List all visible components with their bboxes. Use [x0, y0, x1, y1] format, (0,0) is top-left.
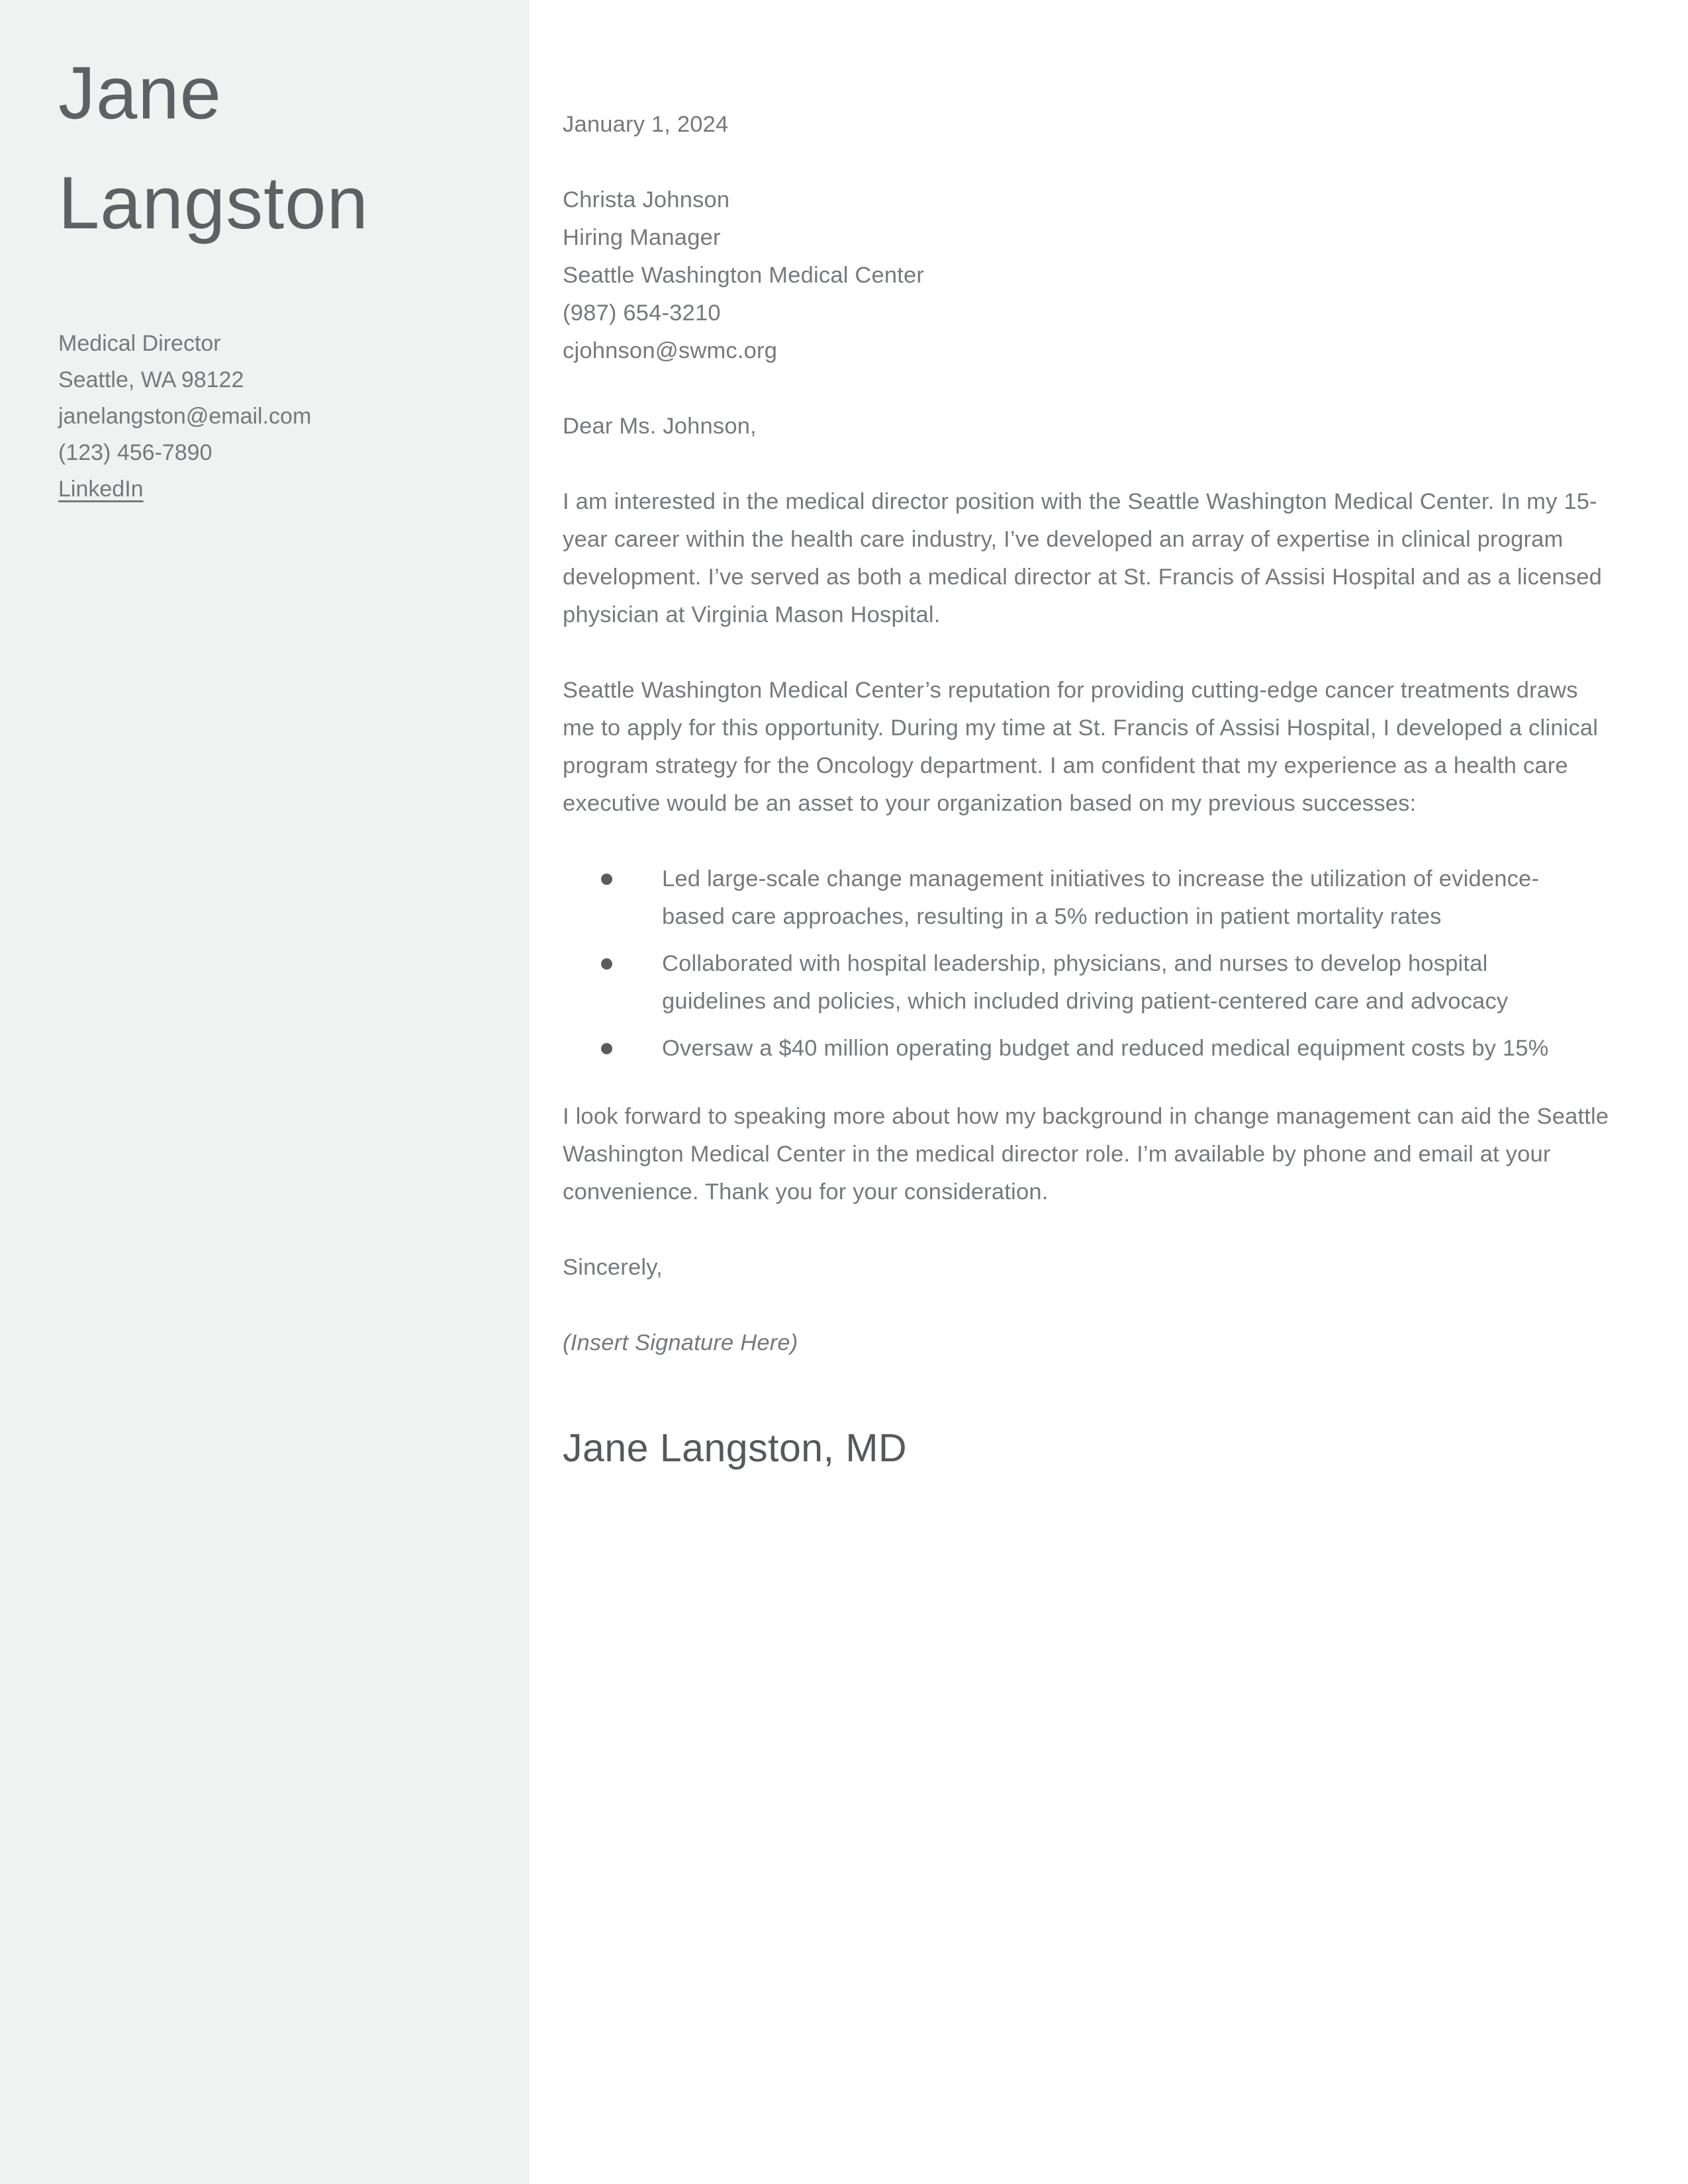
signature-name: Jane Langston, MD: [563, 1426, 908, 1470]
applicant-first-name: Jane: [58, 52, 222, 134]
signature-placeholder: (Insert Signature Here): [563, 1330, 798, 1355]
recipient-block: [563, 181, 1612, 370]
recipient-email: cjohnson@swmc.org: [563, 338, 778, 363]
applicant-last-name: Langston: [58, 161, 369, 244]
recipient-name: Christa Johnson: [563, 187, 730, 212]
bullet-icon: [601, 1043, 612, 1054]
list-item: [563, 1030, 1612, 1068]
recipient-company: Seattle Washington Medical Center: [563, 263, 925, 288]
letter-date: January 1, 2024: [563, 112, 729, 137]
paragraph-intro: I am interested in the medical director position with the Seattle Washington Medical Center. In my 15-year career within the health care industry, I’ve developed an array of expertise in clinical program development. I’ve served as both a medical director at St. Francis of Assisi Hospital and as a licensed physician at Virginia Mason Hospital.: [563, 489, 1603, 627]
contact-block: [58, 326, 490, 508]
paragraph-closing: I look forward to speaking more about how my background in change management can aid the Seattle Washington Medical Center in the medical director role. I’m available by phone and email at your convenience. Thank you for your consideration.: [563, 1104, 1609, 1205]
list-item-text: Oversaw a $40 million operating budget and reduced medical equipment costs by 15%: [662, 1036, 1549, 1061]
sidebar: [0, 0, 530, 2184]
letter-body: [563, 106, 1612, 1471]
contact-email: janelangston@email.com: [58, 404, 312, 429]
list-item: [563, 860, 1612, 936]
salutation: Dear Ms. Johnson,: [563, 414, 757, 439]
achievement-list: [563, 860, 1612, 1068]
paragraph-experience: Seattle Washington Medical Center’s reputation for providing cutting-edge cancer treatments draws me to apply for this opportunity. During my time at St. Francis of Assisi Hospital, I developed a clinical program strategy for the Oncology department. I am confident that my experience as a health care executive would be an asset to your organization based on my previous successes:: [563, 678, 1599, 816]
bullet-icon: [601, 874, 612, 885]
linkedin-link[interactable]: LinkedIn: [58, 477, 144, 502]
contact-phone: (123) 456-7890: [58, 440, 212, 465]
recipient-title: Hiring Manager: [563, 225, 721, 250]
list-item: [563, 945, 1612, 1021]
bullet-icon: [601, 958, 612, 970]
contact-job-title: Medical Director: [58, 331, 221, 356]
applicant-name: [58, 38, 490, 258]
list-item-text: Collaborated with hospital leadership, physicians, and nurses to develop hospital guidelines and policies, which included driving patient-centered care and advocacy: [662, 951, 1509, 1014]
recipient-phone: (987) 654-3210: [563, 300, 721, 326]
contact-location: Seattle, WA 98122: [58, 367, 244, 392]
signoff: Sincerely,: [563, 1255, 663, 1280]
list-item-text: Led large-scale change management initiatives to increase the utilization of evidence-based care approaches, resulting in a 5% reduction in patient mortality rates: [662, 866, 1540, 929]
